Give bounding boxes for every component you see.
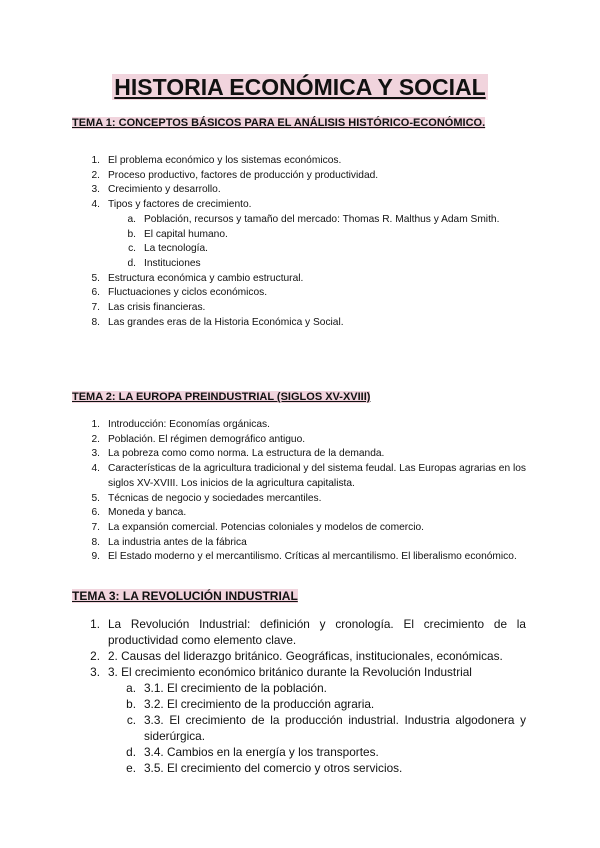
item-number: 9. [91, 551, 100, 563]
list-item [90, 648, 526, 664]
subitem-letter: d. [126, 745, 136, 759]
list-item [91, 536, 526, 551]
item-text: La Revolución Industrial: definición y cronología. El crecimiento de la productividad como elemento clave. [108, 617, 526, 647]
sublist-item [126, 680, 526, 696]
item-number: 1. [91, 155, 100, 166]
sublist-item [127, 213, 526, 228]
tema1-heading [72, 116, 522, 130]
subitem-letter: c. [126, 713, 136, 727]
subitem-text: El capital humano. [144, 228, 228, 240]
list-item [91, 506, 526, 521]
subitem-letter: a. [127, 213, 136, 225]
tema1-heading-text: TEMA 1: CONCEPTOS BÁSICOS PARA EL ANÁLISIS HISTÓRICO-ECONÓMICO. [72, 117, 486, 129]
item-text: Las crisis financieras. [108, 302, 206, 314]
tema3-heading-text: TEMA 3: LA REVOLUCIÓN INDUSTRIAL [72, 589, 298, 603]
sublist-item [127, 257, 526, 272]
subitem-letter: d. [127, 257, 136, 269]
item-number: 5. [91, 492, 100, 504]
subitem-text: Población, recursos y tamaño del mercado: Thomas R. Malthus y Adam Smith. [144, 213, 500, 225]
item-number: 1. [91, 419, 100, 430]
item-number: 2. [91, 169, 100, 181]
list-item [91, 462, 526, 491]
list-item [91, 447, 526, 462]
item-number: 4. [91, 199, 100, 211]
subitem-text: 3.1. El crecimiento de la población. [144, 681, 327, 695]
subitem-letter: b. [127, 228, 136, 240]
subitem-text: 3.2. El crecimiento de la producción agraria. [144, 697, 375, 711]
item-text: El Estado moderno y el mercantilismo. Críticas al mercantilismo. El liberalismo económico. [108, 551, 517, 563]
list-item [91, 198, 526, 272]
item-text: Características de la agricultura tradicional y del sistema feudal. Las Europas agrarias en los siglos XV-XVIII. Los inicios de la agricultura capitalista. [108, 463, 526, 489]
subitem-text: 3.4. Cambios en la energía y los transportes. [144, 745, 379, 759]
sublist-item [126, 696, 526, 712]
item-number: 1. [90, 617, 100, 631]
list-item [91, 272, 526, 287]
list-item [91, 286, 526, 301]
item-text: La industria antes de la fábrica [108, 536, 247, 548]
list-item [91, 492, 526, 507]
item-text: 3. El crecimiento económico británico durante la Revolución Industrial [108, 665, 472, 679]
list-item [90, 616, 526, 648]
item-number: 2. [91, 433, 100, 445]
sublist [108, 213, 526, 272]
subitem-text: La tecnología. [144, 243, 209, 255]
sublist-item [128, 242, 526, 257]
item-text: Tipos y factores de crecimiento. [108, 199, 252, 211]
item-text: La pobreza como como norma. La estructura de la demanda. [108, 448, 385, 460]
item-number: 3. [90, 665, 100, 679]
tema1-list [91, 154, 526, 330]
sublist-item [126, 712, 526, 744]
item-number: 6. [91, 287, 100, 299]
item-text: La expansión comercial. Potencias coloniales y modelos de comercio. [108, 521, 424, 533]
item-text: Las grandes eras de la Historia Económica y Social. [108, 316, 344, 328]
sublist-item [127, 228, 526, 243]
tema3-list [90, 616, 526, 776]
item-number: 6. [91, 507, 100, 519]
subitem-letter: b. [126, 697, 136, 711]
subitem-text: Instituciones [144, 257, 201, 269]
subitem-letter: c. [128, 243, 136, 255]
item-number: 8. [91, 316, 100, 328]
subitem-text: 3.5. El crecimiento del comercio y otros servicios. [144, 761, 403, 775]
document-title [0, 72, 600, 102]
subitem-text: 3.3. El crecimiento de la producción industrial. Industria algodonera y siderúrgica. [144, 713, 526, 743]
list-item [91, 316, 526, 331]
list-item [90, 664, 526, 776]
item-number: 8. [91, 536, 100, 548]
list-item [91, 183, 526, 198]
subitem-letter: e. [126, 761, 136, 775]
document-title-text: HISTORIA ECONÓMICA Y SOCIAL [114, 74, 486, 100]
sublist-item [126, 760, 526, 776]
item-text: Proceso productivo, factores de producción y productividad. [108, 169, 379, 181]
item-number: 4. [91, 463, 100, 475]
list-item [91, 418, 526, 433]
item-text: Introducción: Economías orgánicas. [108, 419, 270, 430]
sublist-item [126, 744, 526, 760]
item-text: Técnicas de negocio y sociedades mercantiles. [108, 492, 322, 504]
tema3-heading [72, 589, 522, 603]
tema2-heading-text: TEMA 2: LA EUROPA PREINDUSTRIAL (SIGLOS XV-XVIII) [72, 391, 371, 403]
item-text: Estructura económica y cambio estructural. [108, 272, 304, 284]
list-item [91, 550, 526, 565]
item-text: 2. Causas del liderazgo británico. Geográficas, institucionales, económicas. [108, 649, 503, 663]
list-item [91, 521, 526, 536]
item-text: Fluctuaciones y ciclos económicos. [108, 287, 268, 299]
item-number: 2. [90, 649, 100, 663]
item-number: 7. [91, 521, 100, 533]
sublist [108, 680, 526, 776]
item-number: 7. [91, 302, 100, 314]
item-number: 5. [91, 272, 100, 284]
item-text: El problema económico y los sistemas económicos. [108, 155, 342, 166]
subitem-letter: a. [126, 681, 136, 695]
list-item [91, 154, 526, 169]
item-number: 3. [91, 448, 100, 460]
item-text: Población. El régimen demográfico antiguo. [108, 433, 306, 445]
item-number: 3. [91, 184, 100, 196]
list-item [91, 169, 526, 184]
tema2-heading [72, 390, 522, 404]
tema2-list [91, 418, 526, 565]
list-item [91, 433, 526, 448]
item-text: Moneda y banca. [108, 507, 187, 519]
list-item [91, 301, 526, 316]
item-text: Crecimiento y desarrollo. [108, 184, 221, 196]
